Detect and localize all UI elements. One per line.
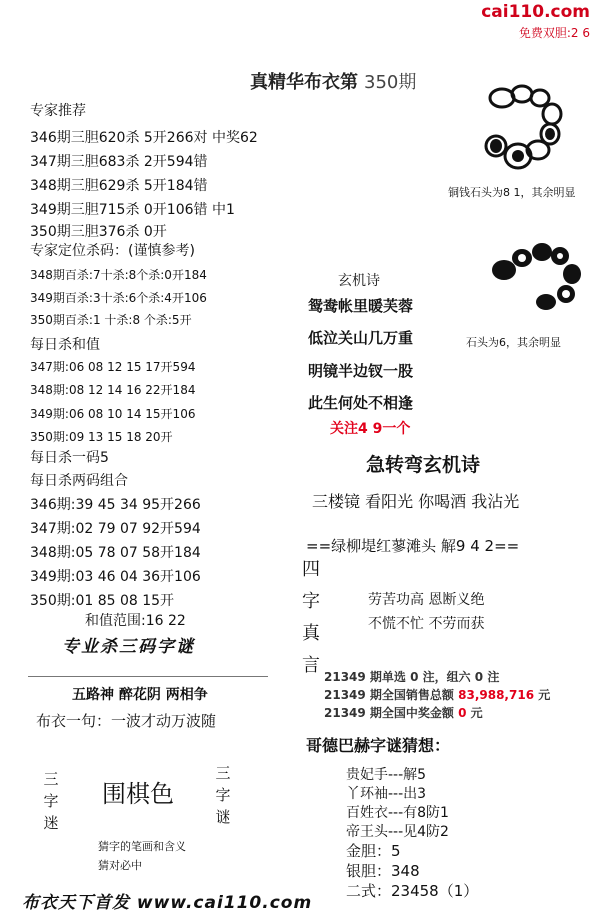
four-char-vertical: [300, 554, 322, 682]
sum-kill-row: 347期:06 08 12 15 17开594: [30, 360, 196, 374]
title-text: 真精华布衣第: [250, 72, 358, 93]
riddle-title: 专业杀三码字谜: [62, 637, 195, 657]
turn-line: 三楼镜 看阳光 你喝酒 我沾光: [312, 492, 520, 511]
riddle-center: 围棋色: [102, 780, 174, 808]
position-kill-heading: 专家定位杀码：(谨慎参考): [30, 243, 195, 259]
riddle-line-b: 布衣一句：一波才动万波随: [36, 712, 217, 730]
riddle-char: 三: [43, 770, 59, 788]
page-title: [250, 68, 416, 94]
prize-unit: 元: [470, 706, 483, 720]
sales-info-row: 21349 期单选 0 注，组六 0 注: [324, 670, 500, 684]
stone-chain-image: [486, 240, 586, 320]
image-caption: 石头为6，其余明显: [466, 336, 561, 349]
prize-label: 21349 期全国中奖金额: [324, 706, 454, 720]
vertical-char: 真: [302, 623, 320, 644]
expert-row: 348期三胆629杀 5开184错: [30, 178, 208, 194]
four-char-line: 不慌不忙 不劳而获: [368, 616, 485, 632]
free-dan-label: 免费双胆:2 6: [518, 26, 590, 40]
sales-total-row: [324, 686, 550, 703]
vertical-char: 言: [302, 655, 320, 676]
guess-title: 哥德巴赫字谜猜想：: [306, 736, 451, 755]
position-kill-row: 349期百杀:3十杀:6个杀:4开106: [30, 291, 207, 305]
prize-value: 0: [458, 706, 467, 720]
image-caption: 铜钱石头为8 1，其余明显: [448, 186, 576, 199]
expert-row: 347期三胆683杀 2开594错: [30, 154, 208, 170]
vertical-char: 四: [302, 559, 320, 580]
two-code-row: 347期:02 79 07 92开594: [30, 521, 201, 537]
guess-row: 帝王头---见4防2: [346, 824, 449, 840]
poem-title: 玄机诗: [338, 273, 380, 289]
riddle-char: 迷: [43, 814, 59, 832]
prize-total-row: [324, 704, 483, 721]
turn-title: 急转弯玄机诗: [366, 454, 481, 476]
riddle-char: 三: [215, 764, 231, 782]
riddle-char: 字: [43, 792, 59, 810]
four-char-line: 劳苦功高 恩断义绝: [368, 592, 485, 608]
position-kill-row: 348期百杀:7十杀:8个杀:0开184: [30, 268, 207, 282]
poem-line: 明镜半边钗一股: [308, 362, 414, 380]
expert-row: 349期三胆715杀 0开106错 中1: [30, 202, 235, 218]
two-code-row: 350期:01 85 08 15开: [30, 593, 175, 609]
sum-kill-row: 350期:09 13 15 18 20开: [30, 430, 173, 444]
riddle-char: 谜: [215, 808, 231, 826]
sum-kill-row: 348期:08 12 14 16 22开184: [30, 383, 196, 397]
poem-line: 鸳鸯帐里暖芙蓉: [308, 297, 414, 315]
issue-number: 350期: [364, 72, 417, 93]
riddle-line-a: 五路神 醉花阴 两相争: [72, 687, 208, 703]
liu-line: ==绿柳堤红蓼滩头 解9 4 2==: [306, 537, 520, 555]
riddle-note: 猜对必中: [98, 859, 142, 872]
footer-banner: 布衣天下首发 www.cai110.com: [22, 893, 313, 913]
two-code-row: 349期:03 46 04 36开106: [30, 569, 201, 585]
expert-row: 350期三胆376杀 0开: [30, 224, 167, 240]
position-kill-row: 350期百杀:1 十杀:8 个杀:5开: [30, 313, 192, 327]
sales-value: 83,988,716: [458, 688, 535, 702]
two-code-row: 346期:39 45 34 95开266: [30, 497, 201, 513]
sum-kill-heading: 每日杀和值: [30, 337, 100, 353]
gold-dan: 金胆：5: [346, 842, 401, 860]
sales-unit: 元: [538, 688, 551, 702]
site-logo-text: cai110.com: [481, 2, 590, 22]
expert-row: 346期三胆620杀 5开266对 中奖62: [30, 130, 258, 146]
kill-one-code: 每日杀一码5: [30, 450, 109, 466]
poem-line: 此生何处不相逢: [308, 394, 414, 412]
riddle-vertical-right: [214, 762, 232, 828]
riddle-vertical-left: [42, 768, 60, 834]
focus-note: 关注4 9一个: [330, 421, 411, 437]
silver-dan: 银胆：348: [346, 862, 420, 880]
vertical-char: 字: [302, 591, 320, 612]
sum-kill-row: 349期:06 08 10 14 15开106: [30, 407, 196, 421]
guess-row: 百姓衣---有8防1: [346, 805, 449, 821]
sales-label: 21349 期全国销售总额: [324, 688, 454, 702]
expert-heading: 专家推荐: [30, 103, 86, 119]
guess-row: 丫环袖---出3: [346, 786, 427, 802]
coin-chain-image: [470, 84, 585, 179]
riddle-char: 字: [215, 786, 231, 804]
poem-line: 低泣关山几万重: [308, 329, 414, 347]
guess-row: 贵妃手---解5: [346, 767, 427, 783]
riddle-note: 猜字的笔画和含义: [98, 840, 186, 853]
two-style: 二式：23458（1）: [346, 882, 479, 900]
two-code-heading: 每日杀两码组合: [30, 473, 128, 489]
divider: [28, 676, 268, 677]
two-code-row: 348期:05 78 07 58开184: [30, 545, 201, 561]
sum-range: 和值范围:16 22: [85, 613, 186, 629]
